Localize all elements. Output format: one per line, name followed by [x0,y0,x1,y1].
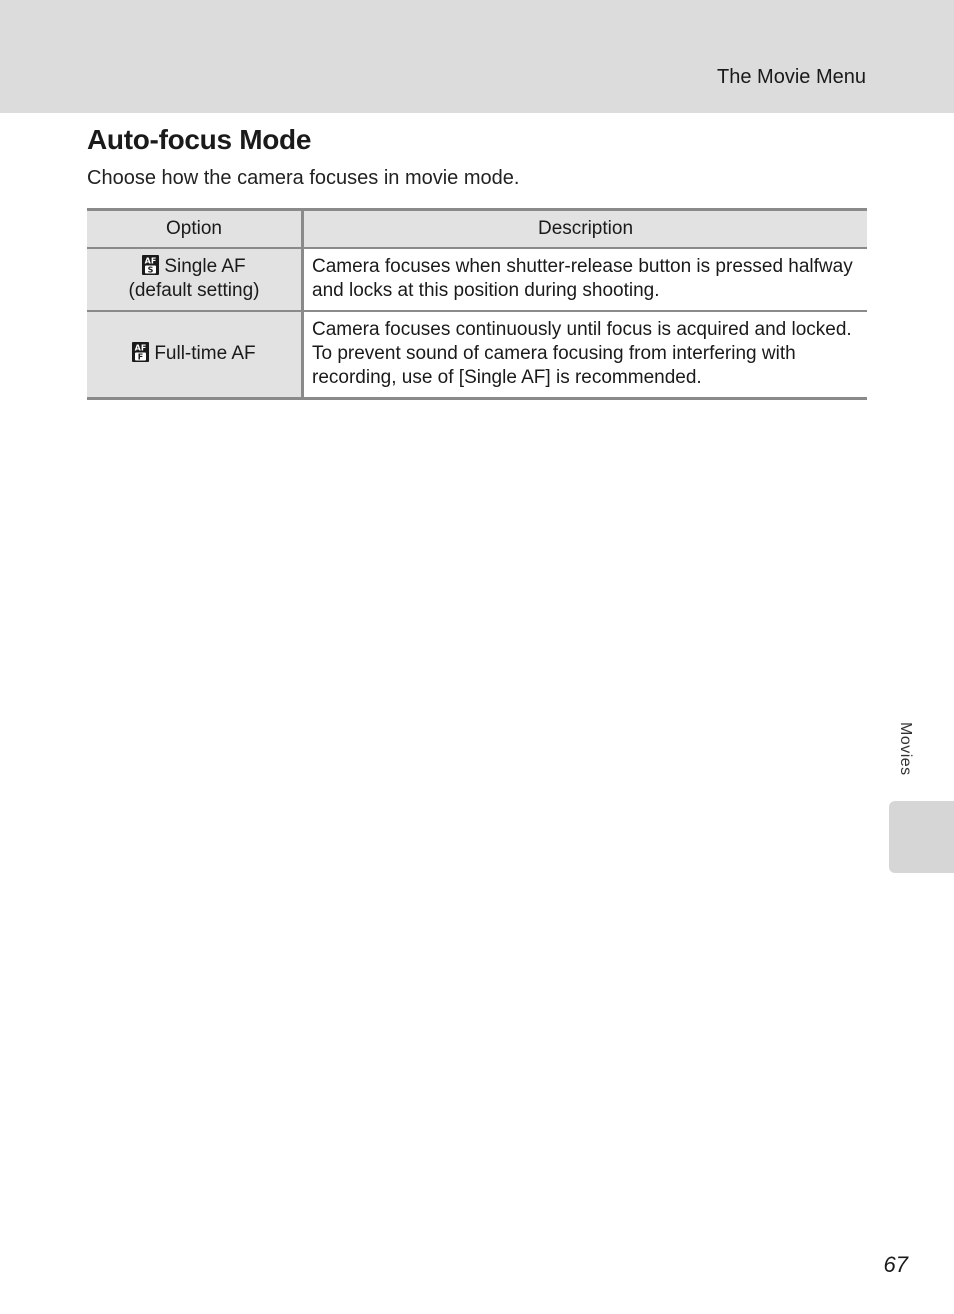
column-header-description: Description [303,210,868,249]
side-tab-label: Movies [897,722,914,776]
svg-text:S: S [147,265,154,275]
table-row [87,311,867,399]
af-s-icon [142,255,159,275]
option-note: (default setting) [128,280,260,301]
page-title: Auto-focus Mode [87,124,312,155]
option-name: Full-time AF [154,343,256,364]
header-band [0,0,954,113]
option-name: Single AF [164,256,246,277]
options-table [87,208,867,400]
description-cell: Camera focuses when shutter-release button is pressed halfway and locks at this position during shooting. [303,248,868,311]
option-cell [87,248,303,311]
description-cell: Camera focuses continuously until focus is acquired and locked. To prevent sound of camera focusing from interfering with recording, use of [Single AF] is recommended. [312,319,852,388]
table-header-row [87,210,867,249]
svg-text:F: F [138,352,144,362]
section-title: The Movie Menu [717,66,866,88]
af-f-icon [132,342,149,362]
svg-text:AF: AF [145,256,157,266]
table-row [87,248,867,311]
page-number: 67 [883,1252,908,1277]
svg-text:AF: AF [134,343,147,353]
column-header-option: Option [87,210,303,249]
option-cell [87,311,303,399]
intro-text: Choose how the camera focuses in movie mode. [87,167,520,189]
side-tab [889,801,954,873]
